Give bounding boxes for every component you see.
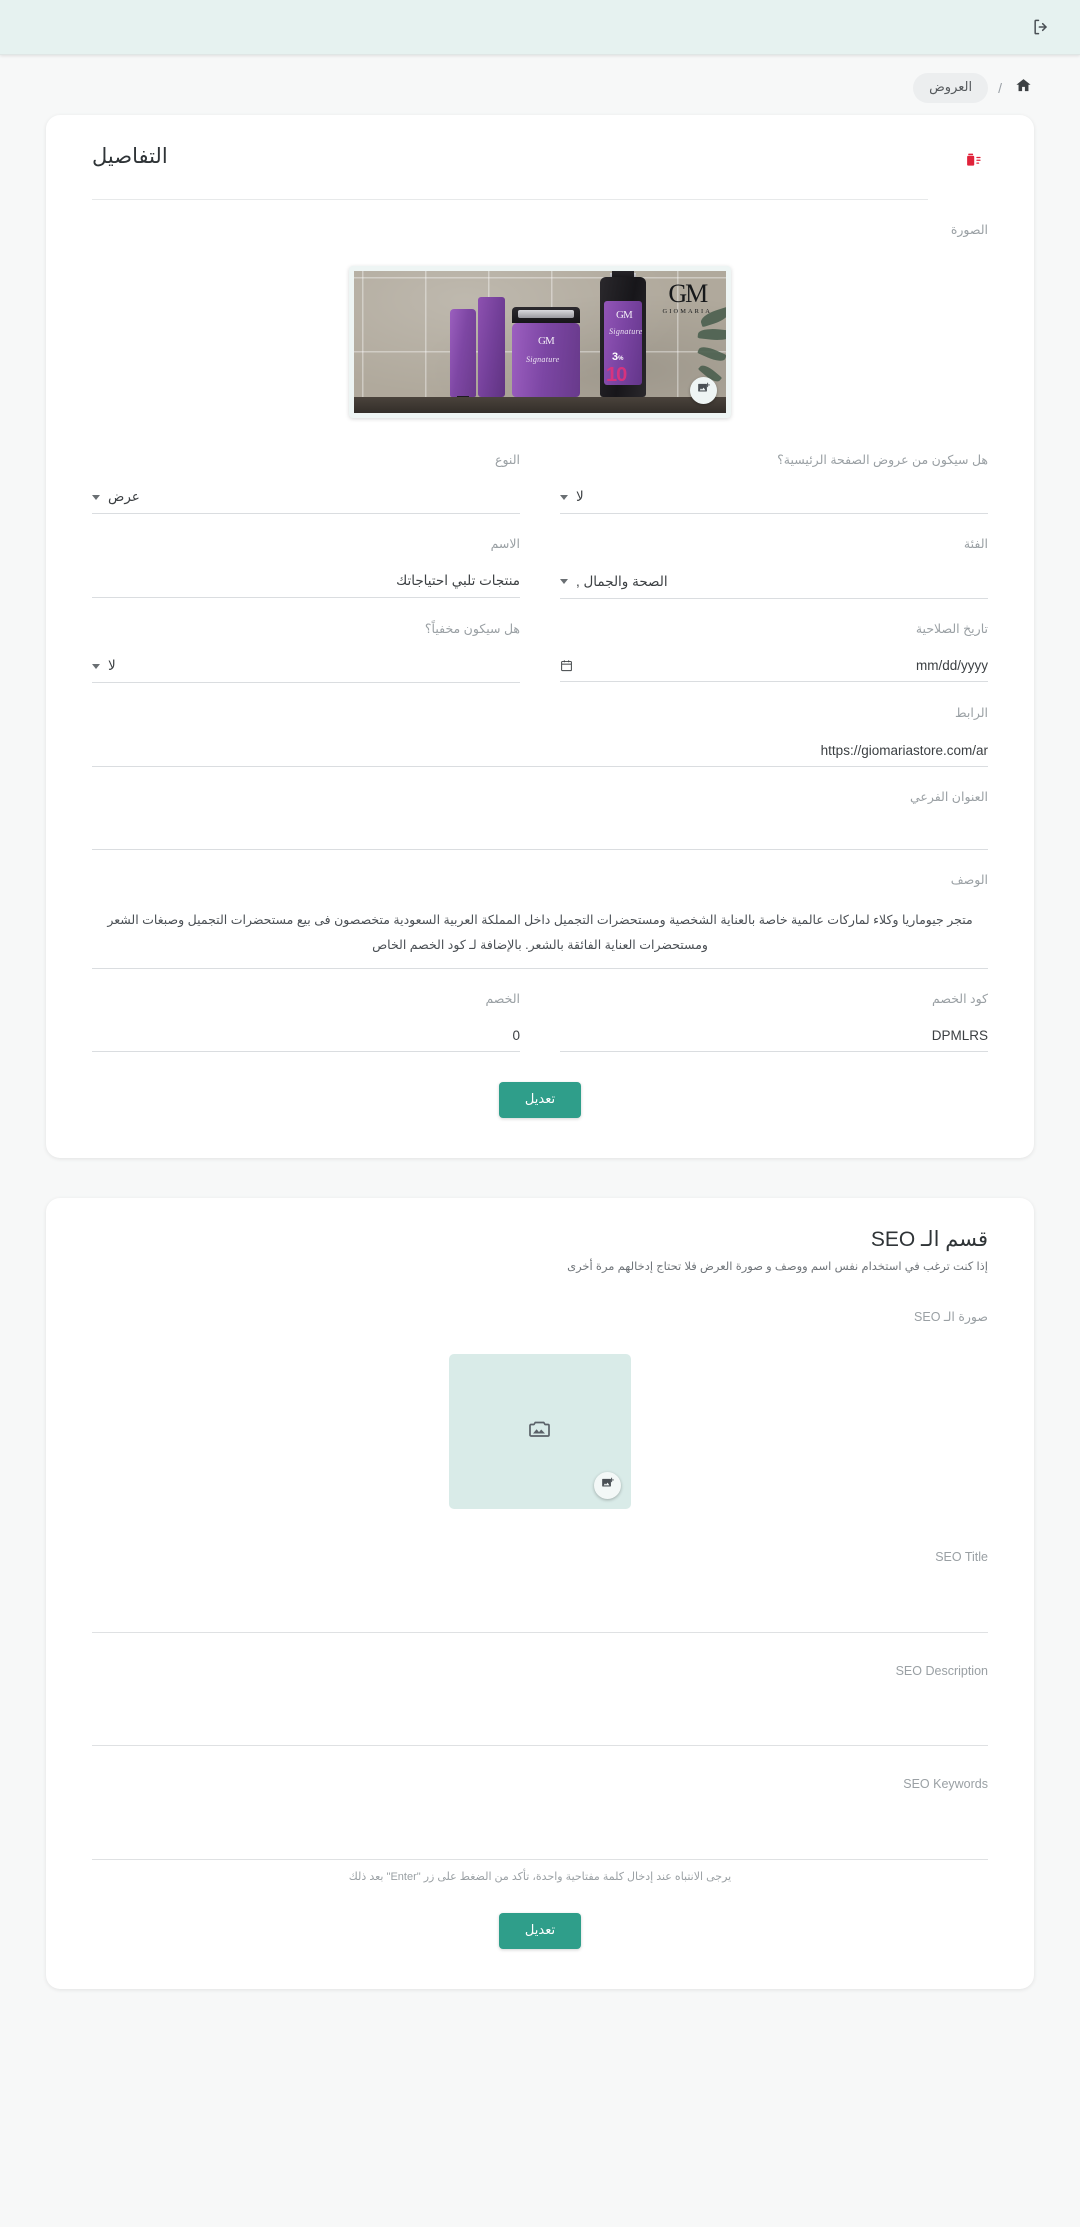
seo-image-upload-button[interactable] bbox=[594, 1472, 621, 1499]
page-content bbox=[0, 55, 1080, 1989]
discount-label: الخصم bbox=[485, 991, 520, 1006]
volume-number: 3 bbox=[612, 350, 619, 363]
seo-keywords-hint: يرجى الانتباه عند إدخال كلمة مفتاحية واحدة، تأكد من الضغط على زر "Enter" بعد ذلك bbox=[348, 1870, 732, 1883]
name-field bbox=[92, 514, 520, 599]
image-field-label: الصورة bbox=[950, 223, 988, 237]
hidden-select[interactable] bbox=[92, 656, 520, 683]
volume-unit: % bbox=[618, 355, 624, 362]
type-select[interactable] bbox=[92, 487, 520, 514]
name-input[interactable] bbox=[92, 572, 520, 598]
delete-button[interactable] bbox=[958, 147, 988, 177]
expiry-field bbox=[560, 599, 988, 684]
brand-name: GIOMARIA bbox=[662, 307, 712, 315]
logout-icon bbox=[1031, 17, 1051, 37]
discount-code-field bbox=[560, 969, 988, 1053]
chevron-down-icon bbox=[560, 495, 568, 500]
form-row-type bbox=[92, 452, 988, 515]
chevron-down-icon bbox=[560, 579, 568, 584]
top-bar bbox=[0, 0, 1080, 55]
homepage-field bbox=[560, 452, 988, 515]
seo-section-subtitle: إذا كنت ترغب في استخدام نفس اسم ووصف و صورة العرض فلا تحتاج إدخالهم مرة أخرى bbox=[567, 1261, 988, 1274]
product-tube bbox=[450, 309, 476, 397]
link-field bbox=[92, 683, 988, 767]
image-placeholder-icon bbox=[528, 1417, 552, 1446]
seo-section-title: قسم الـ SEO bbox=[870, 1228, 988, 1251]
calendar-icon[interactable] bbox=[560, 659, 573, 672]
seo-description-field bbox=[92, 1663, 988, 1747]
discount-field bbox=[92, 969, 520, 1053]
seo-description-input[interactable] bbox=[92, 1690, 988, 1746]
hidden-select-value: لا bbox=[108, 658, 116, 673]
type-select-value: عرض bbox=[108, 489, 140, 504]
breadcrumb-home-link[interactable] bbox=[1012, 77, 1034, 99]
subtitle-input[interactable] bbox=[92, 824, 988, 850]
product-jar-lid bbox=[512, 307, 580, 323]
seo-keywords-input[interactable] bbox=[92, 1804, 988, 1860]
details-submit-wrapper bbox=[92, 1052, 988, 1118]
breadcrumb-separator: / bbox=[998, 80, 1002, 96]
breadcrumb-current[interactable]: العروض bbox=[913, 73, 988, 103]
bottle-signature-text: Signature bbox=[609, 326, 643, 336]
discount-input[interactable] bbox=[92, 1026, 520, 1052]
homepage-field-label: هل سيكون من عروض الصفحة الرئيسية؟ bbox=[777, 452, 988, 467]
name-field-label: الاسم bbox=[490, 537, 520, 551]
product-jar bbox=[512, 323, 580, 397]
details-card bbox=[46, 115, 1034, 1158]
brand-mark: GM bbox=[668, 278, 707, 308]
details-card-header bbox=[92, 143, 988, 189]
seo-image-placeholder[interactable] bbox=[449, 1354, 631, 1509]
offer-image-photo bbox=[354, 271, 726, 413]
product-bottle-cap bbox=[612, 271, 634, 277]
description-field bbox=[92, 850, 988, 969]
category-field-label: الفئة bbox=[963, 537, 988, 551]
jar-gm-mark: GM bbox=[538, 334, 554, 347]
details-submit-button[interactable]: تعديل bbox=[499, 1082, 581, 1118]
add-image-icon bbox=[601, 1476, 615, 1495]
form-row-hidden bbox=[92, 599, 988, 684]
description-field-label: الوصف bbox=[950, 873, 988, 887]
category-field bbox=[560, 514, 988, 599]
seo-submit-wrapper bbox=[92, 1883, 988, 1949]
hidden-field-label: هل سيكون مخفياً؟ bbox=[424, 621, 520, 636]
seo-card bbox=[46, 1198, 1034, 1989]
form-row-name bbox=[92, 514, 988, 599]
seo-description-label: SEO Description bbox=[895, 1663, 988, 1678]
jar-signature-text: Signature bbox=[526, 354, 560, 364]
chevron-down-icon bbox=[92, 495, 100, 500]
homepage-select-value: لا bbox=[576, 489, 584, 504]
product-tube-secondary bbox=[478, 297, 505, 397]
add-image-icon bbox=[697, 381, 711, 400]
hidden-field bbox=[92, 599, 520, 684]
subtitle-field bbox=[92, 767, 988, 851]
seo-title-input[interactable] bbox=[92, 1577, 988, 1633]
offer-image[interactable] bbox=[349, 266, 731, 418]
type-field bbox=[92, 452, 520, 515]
seo-keywords-label: SEO Keywords bbox=[903, 1777, 988, 1792]
seo-image-label: صورة الـ SEO bbox=[914, 1309, 988, 1324]
seo-card-header bbox=[92, 1226, 988, 1289]
seo-submit-button[interactable]: تعديل bbox=[499, 1913, 581, 1949]
seo-keywords-field bbox=[92, 1776, 988, 1883]
expiry-date-input[interactable] bbox=[560, 656, 988, 682]
breadcrumb bbox=[46, 55, 1034, 115]
offer-image-wrapper bbox=[92, 258, 988, 452]
seo-title-label: SEO Title bbox=[935, 1550, 988, 1565]
link-field-label: الرابط bbox=[955, 706, 988, 720]
product-volume bbox=[612, 351, 623, 363]
seo-title-field bbox=[92, 1549, 988, 1633]
discount-code-input[interactable] bbox=[560, 1026, 988, 1052]
product-big-number: 10 bbox=[606, 363, 627, 386]
category-select-value: الصحة والجمال , bbox=[576, 573, 668, 589]
delete-list-icon bbox=[965, 151, 982, 174]
link-input[interactable] bbox=[92, 741, 988, 767]
chevron-down-icon bbox=[92, 664, 100, 669]
offer-image-upload-button[interactable] bbox=[690, 377, 717, 404]
brand-logo bbox=[662, 278, 712, 315]
counter-surface bbox=[354, 397, 726, 413]
expiry-date-value: mm/dd/yyyy bbox=[915, 658, 988, 673]
expiry-field-label: تاريخ الصلاحية bbox=[915, 621, 988, 636]
category-select[interactable] bbox=[560, 572, 988, 599]
type-field-label: النوع bbox=[495, 452, 520, 467]
logout-button[interactable] bbox=[1024, 10, 1058, 44]
page-title: التفاصيل bbox=[92, 145, 168, 168]
seo-image-wrapper bbox=[92, 1344, 988, 1549]
homepage-select[interactable] bbox=[560, 487, 988, 514]
bottle-gm-mark: GM bbox=[616, 308, 632, 321]
description-textarea[interactable]: متجر جيوماريا وكلاء لماركات عالمية خاصة بالعناية الشخصية ومستحضرات التجميل داخل المملكة العربية السعودية متخصصون فى بيع مستحضرات التجميل وصبغات الشعر ومستحضرات العناية الفائقة بالشعر. بالإضافة لـ كود الخصم الخاص bbox=[92, 908, 988, 969]
home-icon bbox=[1015, 77, 1032, 99]
form-row-discount bbox=[92, 969, 988, 1053]
discount-code-label: كود الخصم bbox=[932, 991, 988, 1006]
subtitle-field-label: العنوان الفرعي bbox=[909, 789, 988, 804]
